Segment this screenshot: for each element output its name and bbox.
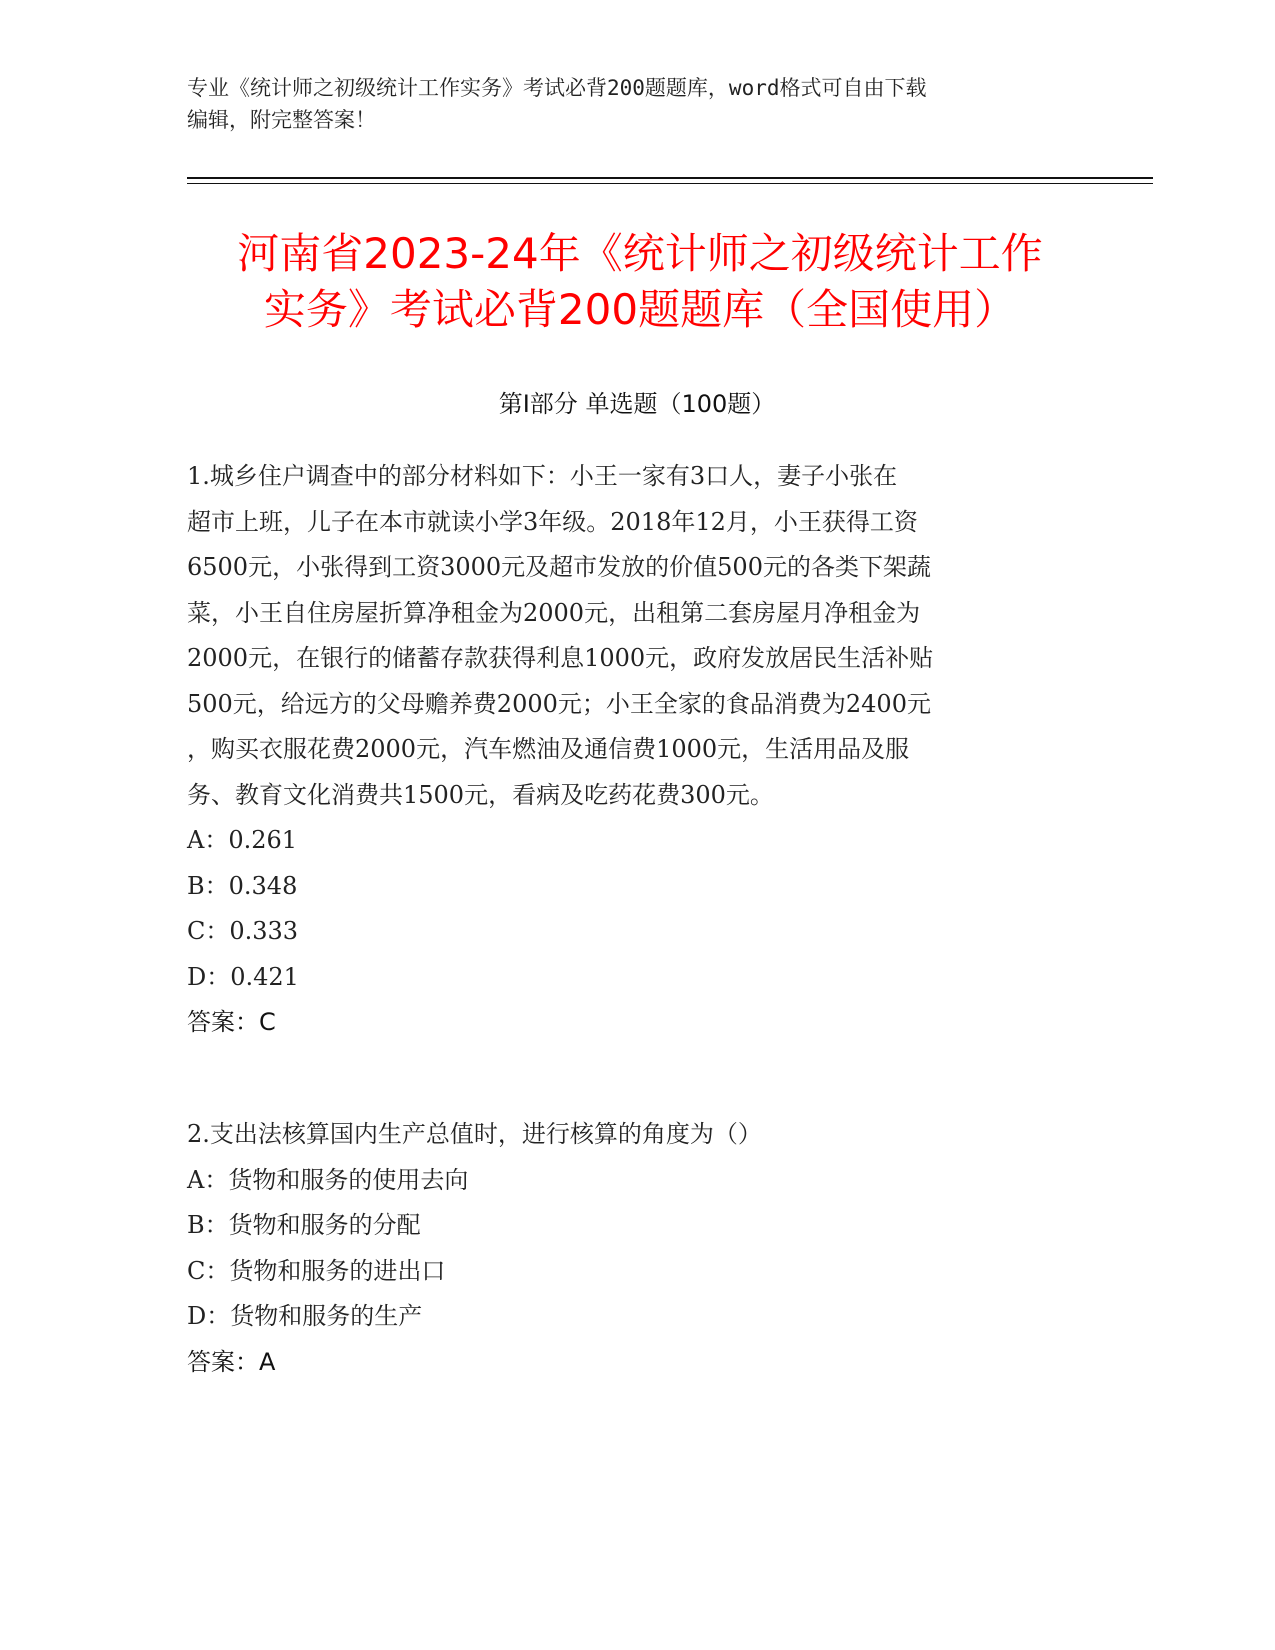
- option-b: B：0.348: [187, 871, 298, 900]
- document-title-line-2: 实务》考试必背200题题库（全国使用）: [263, 285, 1017, 334]
- question-stem-line: 超市上班，儿子在本市就读小学3年级。2018年12月，小王获得工资: [187, 507, 918, 536]
- header-note-line-1: 专业《统计师之初级统计工作实务》考试必背200题题库，word格式可自由下载: [187, 76, 927, 100]
- question-stem-line: 2.支出法核算国内生产总值时，进行核算的角度为（）: [187, 1120, 762, 1148]
- document-title-line-1: 河南省2023-24年《统计师之初级统计工作: [237, 229, 1043, 278]
- question-stem-line: ，购买衣服花费2000元，汽车燃油及通信费1000元，生活用品及服: [187, 735, 910, 763]
- option-d: D：0.421: [187, 962, 299, 991]
- section-heading: 第Ⅰ部分 单选题（100题）: [498, 390, 776, 418]
- question-stem-line: 菜，小王自住房屋折算净租金为2000元，出租第二套房屋月净租金为: [187, 598, 921, 627]
- question-stem-line: 1.城乡住户调查中的部分材料如下：小王一家有3口人，妻子小张在: [187, 462, 898, 490]
- document-title: [200, 226, 1080, 338]
- option-b: B：货物和服务的分配: [187, 1211, 421, 1239]
- option-c: C：0.333: [187, 917, 299, 945]
- answer-line: 答案：C: [187, 1008, 276, 1036]
- option-a: A：0.261: [187, 826, 298, 854]
- question-stem-line: 2000元，在银行的储蓄存款获得利息1000元，政府发放居民生活补贴: [187, 644, 934, 672]
- option-a: A：货物和服务的使用去向: [187, 1165, 469, 1194]
- question-1: [187, 454, 1087, 1046]
- question-stem-line: 500元，给远方的父母赡养费2000元；小王全家的食品消费为2400元: [187, 689, 931, 718]
- header-divider-thick: [187, 177, 1153, 179]
- question-stem-line: 务、教育文化消费共1500元，看病及吃药花费300元。: [187, 780, 774, 809]
- option-c: C：货物和服务的进出口: [187, 1256, 446, 1285]
- question-2: [187, 1112, 1087, 1385]
- header-note: [187, 72, 1067, 136]
- answer-line: 答案：A: [187, 1347, 276, 1376]
- option-d: D：货物和服务的生产: [187, 1302, 423, 1330]
- header-note-line-2: 编辑，附完整答案！: [187, 108, 376, 132]
- question-stem-line: 6500元，小张得到工资3000元及超市发放的价值500元的各类下架蔬: [187, 553, 931, 581]
- header-divider-thin: [187, 183, 1153, 184]
